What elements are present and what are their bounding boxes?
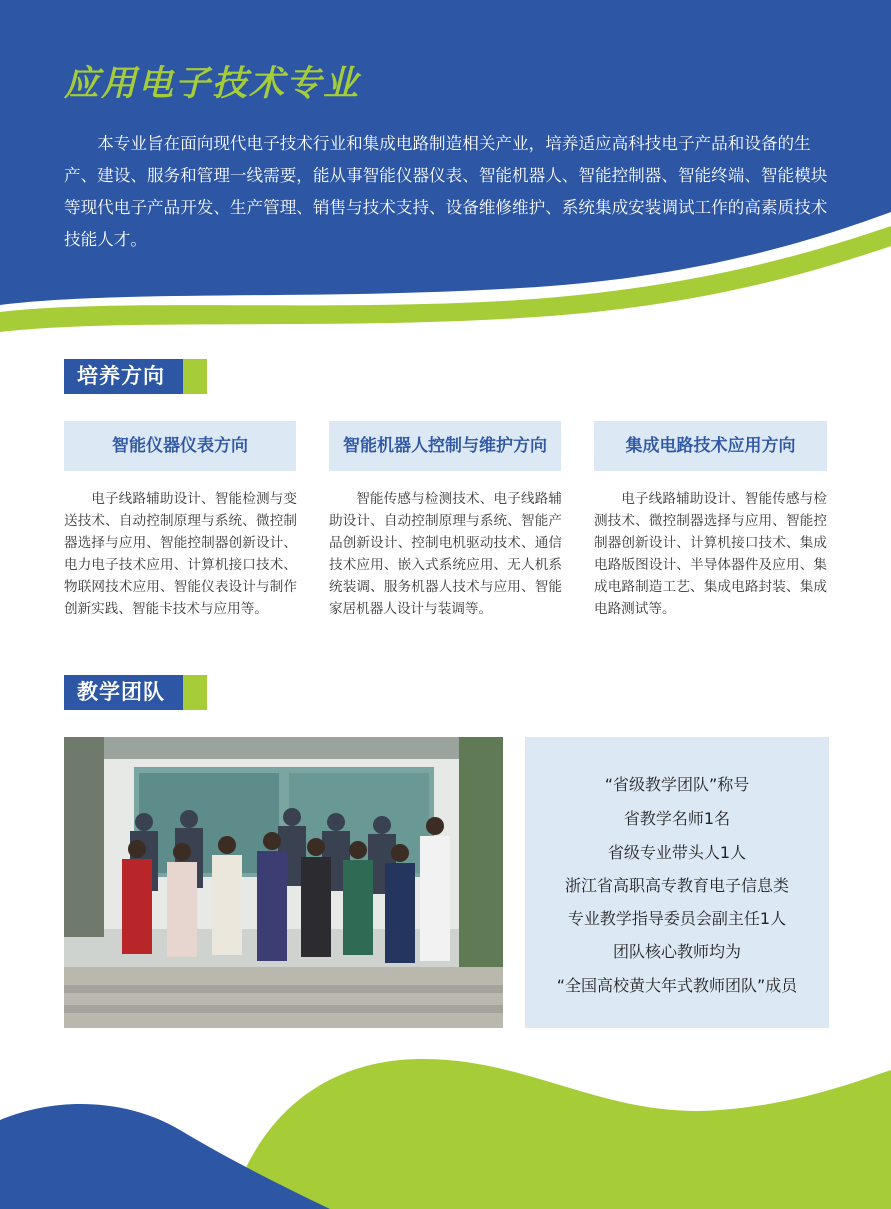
intro-paragraph: 本专业旨在面向现代电子技术行业和集成电路制造相关产业，培养适应高科技电子产品和设备的生产、建设、服务和管理一线需要，能从事智能仪器仪表、智能机器人、智能控制器、智能终端、智能模块等现代电子产品开发、生产管理、销售与技术支持、设备维修维护、系统集成安装调试工作的高素质技术技能人才。 xyxy=(64,134,828,249)
honor-line: 浙江省高职高专教育电子信息类 xyxy=(564,876,789,895)
direction-text-ic: 电子线路辅助设计、智能传感与检测技术、微控制器选择与应用、智能控制器创新设计、计算机接口技术、集成电路版图设计、半导体器件及应用、集成电路制造工艺、集成电路封装、集成电路测试等。 xyxy=(594,491,827,617)
honor-line: 团队核心教师均为 xyxy=(612,942,741,961)
page-title: 应用电子技术专业 xyxy=(64,64,361,104)
honor-line: “全国高校黄大年式教师团队”成员 xyxy=(556,976,798,995)
direction-title-ic: 集成电路技术应用方向 xyxy=(594,421,827,471)
direction-text-instruments: 电子线路辅助设计、智能检测与变送技术、自动控制原理与系统、微控制器选择与应用、智能控制器创新设计、电力电子技术应用、计算机接口技术、物联网技术应用、智能仪表设计与制作创新实践、智能卡技术与应用等。 xyxy=(64,491,297,617)
team-photo xyxy=(64,737,503,1028)
team-honors-panel xyxy=(525,737,829,1028)
honor-line: “省级教学团队”称号 xyxy=(604,775,750,794)
honor-line: 专业教学指导委员会副主任1人 xyxy=(567,909,787,928)
direction-text-robotics: 智能传感与检测技术、电子线路辅助设计、自动控制原理与系统、智能产品创新设计、控制电机驱动技术、通信技术应用、嵌入式系统应用、无人机系统装调、服务机器人技术与应用、智能家居机器人设计与装调等。 xyxy=(329,491,562,617)
section-header-team xyxy=(64,675,207,710)
honor-line: 省教学名师1名 xyxy=(623,809,731,828)
section-title-training: 培养方向 xyxy=(77,364,165,388)
team-photo-illustration xyxy=(64,737,503,1028)
honor-line: 省级专业带头人1人 xyxy=(607,843,747,862)
section-header-training xyxy=(64,359,207,394)
footer-green-wave xyxy=(230,1059,891,1209)
section-title-team: 教学团队 xyxy=(77,680,165,704)
direction-title-robotics: 智能机器人控制与维护方向 xyxy=(329,421,561,471)
direction-title-instruments: 智能仪器仪表方向 xyxy=(64,421,296,471)
